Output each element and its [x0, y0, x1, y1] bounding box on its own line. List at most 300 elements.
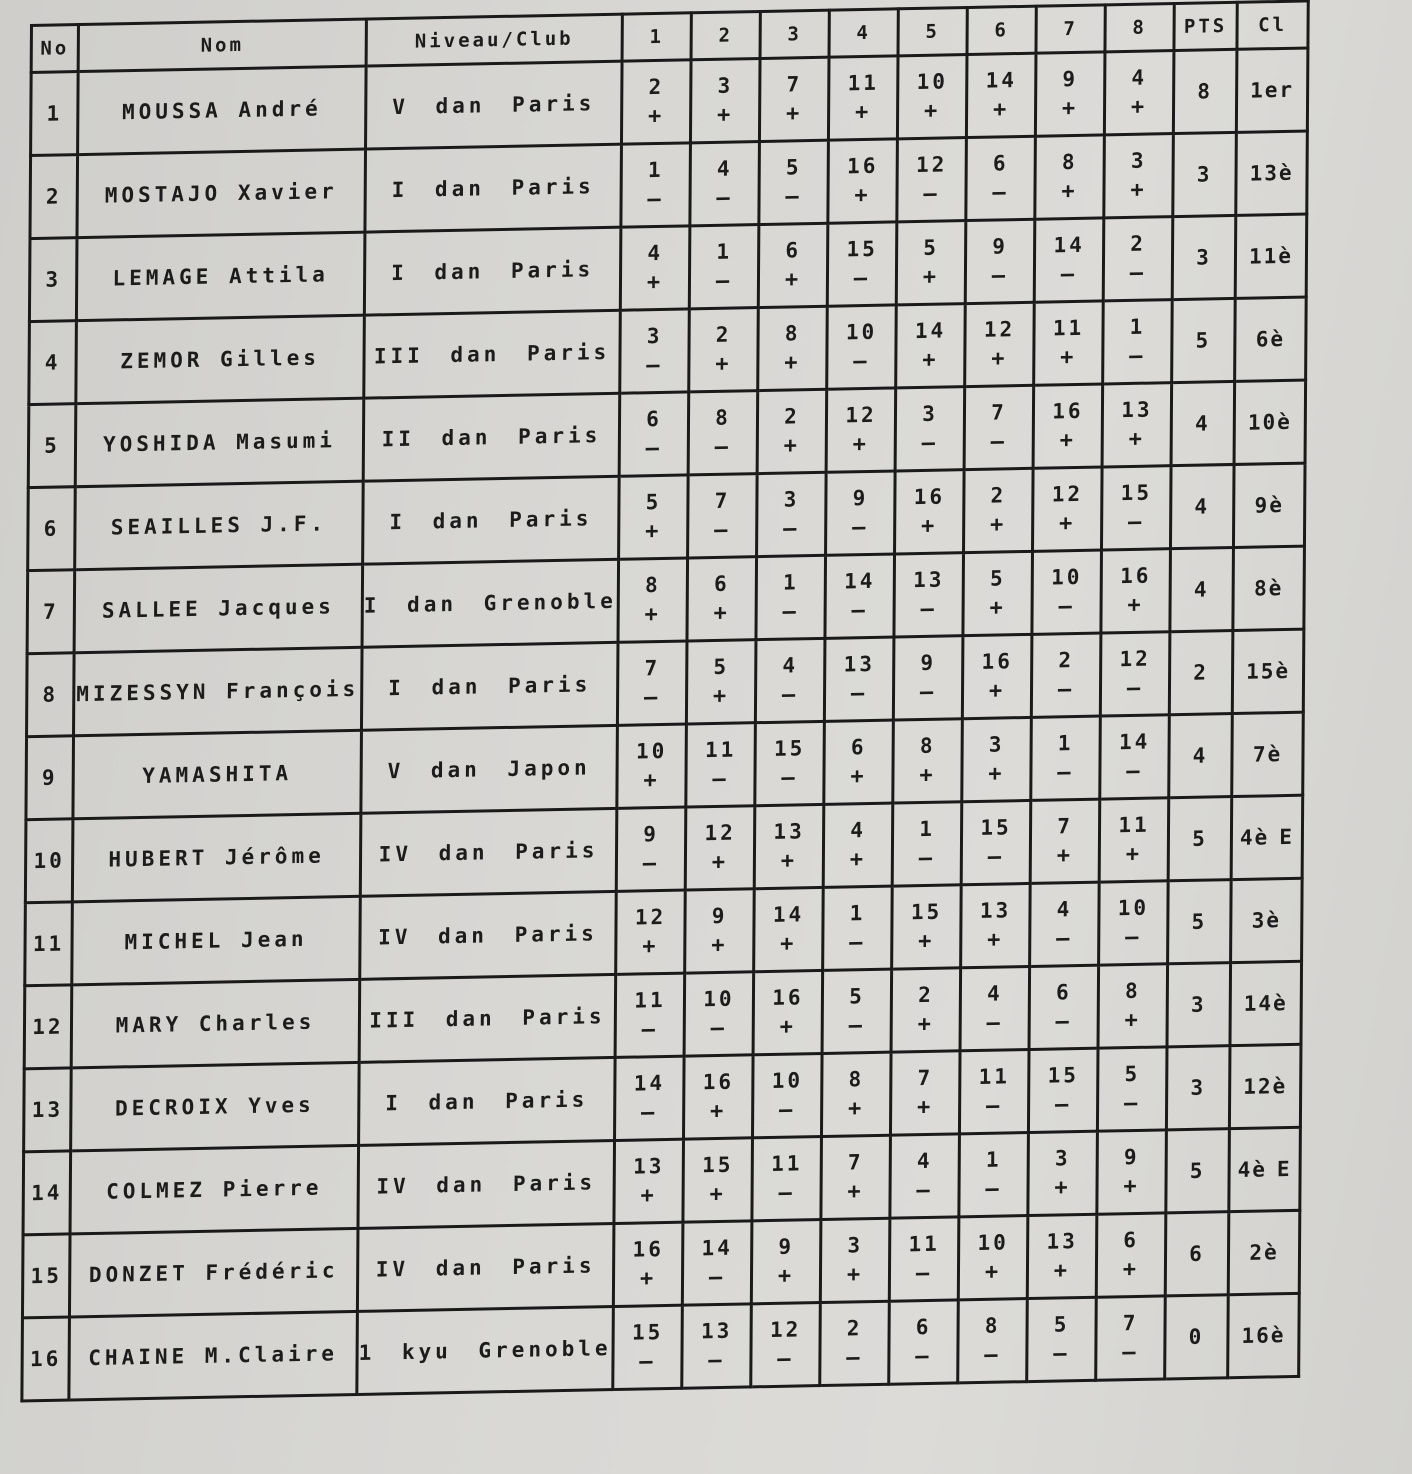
- opponent-number: 7: [847, 1150, 864, 1175]
- game-result: –: [915, 1260, 933, 1287]
- round-result-cell: [891, 968, 961, 1052]
- player-level-club: IV dan Paris: [357, 1224, 614, 1312]
- player-rank-cell: [1234, 380, 1306, 464]
- round-result-cell: [1033, 467, 1103, 551]
- opponent-number: 7: [714, 488, 731, 513]
- opponent-number: 13: [773, 819, 805, 844]
- game-result: +: [643, 768, 660, 794]
- opponent-number: 3: [1130, 148, 1147, 173]
- opponent-number: 6: [1056, 980, 1072, 1005]
- round-result-cell: [619, 475, 689, 559]
- round-result-cell: [1033, 384, 1103, 468]
- opponent-number: 4: [987, 981, 1003, 1006]
- round-result-cell: [689, 225, 759, 309]
- round-result-cell: [1099, 798, 1169, 882]
- player-rank: 6è: [1255, 326, 1286, 352]
- player-number: 8: [27, 653, 75, 737]
- round-result-cell: [689, 308, 759, 392]
- game-result: –: [643, 685, 661, 711]
- player-level-club: I dan Paris: [361, 642, 618, 730]
- game-result: +: [987, 927, 1004, 953]
- opponent-number: 12: [704, 820, 736, 846]
- opponent-number: 12: [845, 402, 877, 428]
- game-result: +: [779, 1014, 796, 1040]
- game-result: –: [708, 1347, 725, 1374]
- player-level-club: III dan Paris: [364, 310, 621, 398]
- game-result: –: [715, 268, 733, 294]
- game-result: +: [716, 102, 734, 128]
- opponent-number: 7: [991, 400, 1007, 425]
- round-result-cell: [827, 222, 897, 306]
- opponent-number: 10: [636, 738, 668, 764]
- player-rank-cell: [1233, 546, 1305, 630]
- game-result: +: [852, 431, 870, 458]
- round-result-cell: [616, 890, 686, 974]
- player-name: YOSHIDA Masumi: [75, 398, 364, 487]
- game-result: +: [919, 762, 936, 789]
- opponent-number: 7: [786, 72, 803, 97]
- opponent-number: 11: [1052, 315, 1085, 341]
- opponent-number: 15: [631, 1320, 664, 1345]
- round-result-cell: [621, 143, 691, 227]
- round-result-cell: [615, 973, 685, 1057]
- player-number: 3: [29, 238, 77, 322]
- tie-marker: E: [1279, 824, 1294, 850]
- round-result-cell: [821, 1135, 891, 1219]
- opponent-number: 8: [919, 733, 936, 759]
- round-result-cell: [962, 717, 1032, 801]
- opponent-number: 1: [716, 239, 733, 264]
- game-result: –: [641, 1017, 659, 1043]
- game-result: +: [846, 1262, 864, 1288]
- game-result: –: [986, 1010, 1003, 1036]
- round-result-cell: [1035, 52, 1105, 136]
- opponent-number: 5: [1053, 1312, 1070, 1337]
- game-result: –: [1122, 1339, 1139, 1366]
- player-points: 4: [1171, 381, 1235, 465]
- game-result: –: [645, 435, 663, 462]
- round-result-cell: [963, 551, 1033, 635]
- round-result-cell: [690, 142, 760, 226]
- opponent-number: 6: [713, 571, 730, 596]
- player-points: 8: [1173, 49, 1237, 133]
- round-result-cell: [889, 1300, 959, 1384]
- round-result-cell: [1027, 1214, 1097, 1298]
- header-round-5: 5: [898, 8, 967, 56]
- round-result-cell: [758, 223, 828, 307]
- player-name: YAMASHITA: [73, 730, 362, 819]
- player-level-club: I dan Paris: [359, 1057, 616, 1145]
- round-result-cell: [894, 553, 964, 637]
- header-round-3: 3: [760, 10, 829, 58]
- opponent-number: 6: [646, 406, 662, 432]
- player-name: COLMEZ Pierre: [70, 1145, 359, 1234]
- player-level-club: I dan Paris: [364, 227, 621, 315]
- opponent-number: 4: [916, 1148, 933, 1174]
- opponent-number: 13: [1046, 1229, 1078, 1254]
- opponent-number: 8: [715, 405, 731, 430]
- player-name: MOUSSA André: [78, 66, 367, 155]
- opponent-number: 4: [716, 156, 733, 181]
- round-result-cell: [751, 1220, 821, 1304]
- game-result: –: [781, 682, 799, 708]
- player-name: ZEMOR Gilles: [76, 315, 365, 404]
- round-result-cell: [897, 138, 967, 222]
- game-result: –: [642, 851, 660, 877]
- player-rank-cell: [1230, 961, 1302, 1045]
- round-result-cell: [682, 1221, 752, 1305]
- opponent-number: 4: [850, 818, 867, 843]
- player-rank: 2è: [1249, 1240, 1279, 1265]
- player-rank-cell: [1228, 1210, 1300, 1294]
- opponent-number: 12: [1119, 646, 1151, 672]
- round-result-cell: [889, 1217, 959, 1301]
- round-result-cell: [825, 554, 895, 638]
- opponent-number: 6: [1123, 1227, 1140, 1253]
- round-result-cell: [1104, 134, 1174, 218]
- game-result: +: [647, 103, 665, 130]
- game-result: +: [922, 347, 939, 373]
- opponent-number: 6: [785, 238, 802, 263]
- game-result: –: [1056, 926, 1073, 952]
- player-level-club: I dan Grenoble: [362, 559, 619, 647]
- player-level-club: IV dan Paris: [360, 891, 617, 979]
- player-rank-cell: [1231, 878, 1303, 962]
- player-level-club: II dan Paris: [363, 393, 620, 481]
- opponent-number: 15: [846, 236, 878, 262]
- player-points: 4: [1170, 464, 1234, 548]
- player-points: 6: [1165, 1212, 1229, 1296]
- opponent-number: 12: [769, 1317, 802, 1343]
- player-rank-cell: [1233, 463, 1305, 547]
- round-result-cell: [1096, 1296, 1166, 1380]
- player-name: LEMAGE Attila: [76, 232, 365, 321]
- game-result: –: [1129, 343, 1146, 369]
- game-result: +: [777, 1263, 795, 1289]
- round-result-cell: [823, 803, 893, 887]
- opponent-number: 1: [782, 570, 799, 595]
- round-result-cell: [758, 306, 828, 390]
- game-result: –: [1053, 1341, 1070, 1367]
- game-result: –: [853, 348, 870, 375]
- game-result: +: [1060, 344, 1077, 371]
- round-result-cell: [751, 1303, 821, 1387]
- opponent-number: 16: [847, 153, 879, 179]
- opponent-number: 9: [852, 485, 869, 511]
- player-level-club: I dan Paris: [365, 144, 622, 232]
- game-result: +: [1061, 95, 1079, 122]
- game-result: +: [640, 1183, 657, 1209]
- player-points: 2: [1169, 631, 1233, 715]
- round-result-cell: [823, 886, 893, 970]
- player-points: 5: [1166, 1129, 1230, 1213]
- game-result: –: [641, 1100, 658, 1126]
- player-number: 10: [25, 819, 73, 903]
- player-level-club: IV dan Paris: [358, 1140, 615, 1228]
- round-result-cell: [1031, 633, 1101, 717]
- opponent-number: 9: [992, 234, 1009, 259]
- round-result-cell: [615, 1056, 685, 1140]
- round-result-cell: [754, 804, 824, 888]
- game-result: –: [987, 844, 1005, 870]
- player-points: 5: [1172, 298, 1236, 382]
- round-result-cell: [688, 474, 758, 558]
- opponent-number: 13: [913, 567, 945, 593]
- opponent-number: 10: [703, 986, 735, 1012]
- opponent-number: 11: [978, 1064, 1011, 1089]
- game-result: +: [1123, 1173, 1140, 1200]
- game-result: –: [783, 516, 800, 542]
- player-points: 3: [1173, 132, 1237, 216]
- round-result-cell: [958, 1216, 1028, 1300]
- opponent-number: 4: [782, 653, 799, 678]
- opponent-number: 10: [771, 1068, 804, 1093]
- opponent-number: 1: [647, 157, 664, 183]
- game-result: –: [848, 1013, 865, 1039]
- opponent-number: 10: [977, 1230, 1009, 1256]
- game-result: +: [922, 264, 940, 290]
- opponent-number: 9: [778, 1234, 795, 1259]
- player-rank-cell: [1232, 629, 1304, 713]
- player-rank: 11è: [1248, 243, 1294, 269]
- player-number: 2: [30, 155, 78, 239]
- game-result: –: [992, 180, 1009, 206]
- game-result: +: [917, 1011, 934, 1038]
- game-result: –: [985, 1176, 1002, 1202]
- round-result-cell: [895, 470, 965, 554]
- round-result-cell: [755, 721, 825, 805]
- game-result: +: [1130, 94, 1148, 120]
- opponent-number: 14: [633, 1070, 666, 1096]
- opponent-number: 16: [1052, 398, 1084, 424]
- game-result: –: [851, 598, 868, 624]
- game-result: +: [1127, 592, 1144, 619]
- round-result-cell: [1097, 1130, 1167, 1214]
- player-rank: 8è: [1253, 576, 1284, 601]
- round-result-cell: [685, 806, 755, 890]
- game-result: +: [711, 932, 728, 959]
- game-result: +: [1061, 178, 1078, 205]
- round-result-cell: [896, 221, 966, 305]
- game-result: +: [780, 931, 797, 957]
- round-result-cell: [617, 641, 687, 725]
- game-result: –: [1060, 261, 1078, 288]
- player-points: 3: [1172, 215, 1236, 299]
- player-number: 1: [31, 72, 79, 156]
- round-result-cell: [1034, 301, 1104, 385]
- player-name: MICHEL Jean: [72, 896, 361, 985]
- round-result-cell: [1096, 1213, 1166, 1297]
- round-result-cell: [959, 1050, 1029, 1134]
- opponent-number: 11: [908, 1231, 940, 1257]
- player-level-club: I dan Paris: [363, 476, 620, 564]
- player-name: DONZET Frédéric: [69, 1228, 358, 1317]
- player-number: 11: [25, 902, 73, 986]
- player-name: SEAILLES J.F.: [75, 481, 364, 570]
- game-result: +: [784, 350, 801, 376]
- round-result-cell: [896, 304, 966, 388]
- round-result-cell: [759, 57, 829, 141]
- opponent-number: 4: [1056, 897, 1073, 922]
- round-result-cell: [684, 1055, 754, 1139]
- opponent-number: 3: [988, 732, 1005, 757]
- game-result: +: [642, 934, 659, 960]
- game-result: +: [709, 1181, 726, 1208]
- game-result: –: [1054, 1092, 1072, 1118]
- player-name: DECROIX Yves: [71, 1062, 360, 1151]
- game-result: –: [1058, 594, 1075, 620]
- game-result: –: [1126, 675, 1144, 702]
- round-result-cell: [686, 640, 756, 724]
- game-result: –: [639, 1349, 656, 1375]
- game-result: +: [1128, 426, 1145, 452]
- opponent-number: 12: [634, 904, 667, 930]
- game-result: +: [709, 1098, 727, 1125]
- round-result-cell: [616, 807, 686, 891]
- game-result: +: [918, 928, 935, 955]
- opponent-number: 8: [1125, 978, 1141, 1004]
- opponent-number: 2: [784, 404, 800, 429]
- opponent-number: 2: [918, 982, 934, 1008]
- opponent-number: 10: [916, 69, 949, 94]
- game-result: –: [923, 181, 940, 207]
- opponent-number: 12: [916, 152, 948, 178]
- round-result-cell: [1035, 135, 1105, 219]
- game-result: –: [849, 930, 866, 956]
- opponent-number: 3: [1054, 1146, 1071, 1171]
- opponent-number: 11: [634, 987, 666, 1013]
- round-result-cell: [962, 634, 1032, 718]
- round-result-cell: [828, 139, 898, 223]
- player-rank-cell: [1235, 214, 1307, 298]
- game-result: +: [783, 433, 801, 459]
- header-round-1: 1: [622, 13, 691, 61]
- player-number: 14: [23, 1151, 71, 1235]
- game-result: –: [714, 434, 732, 460]
- game-result: +: [992, 97, 1010, 123]
- round-result-cell: [617, 724, 687, 808]
- player-rank: 4è: [1239, 825, 1270, 850]
- round-result-cell: [1103, 217, 1173, 301]
- round-result-cell: [827, 305, 897, 389]
- round-result-cell: [1103, 300, 1173, 384]
- player-points: 3: [1166, 1046, 1230, 1130]
- game-result: –: [850, 681, 868, 707]
- opponent-number: 13: [700, 1318, 733, 1344]
- round-result-cell: [893, 719, 963, 803]
- opponent-number: 14: [985, 68, 1018, 93]
- opponent-number: 8: [848, 1067, 865, 1092]
- game-result: +: [1056, 843, 1074, 869]
- opponent-number: 11: [771, 1151, 803, 1176]
- opponent-number: 12: [1051, 481, 1084, 507]
- round-result-cell: [893, 636, 963, 720]
- header-round-2: 2: [691, 11, 760, 59]
- game-result: –: [920, 596, 937, 623]
- round-result-cell: [621, 60, 691, 144]
- game-result: +: [644, 601, 661, 628]
- opponent-number: 3: [646, 323, 663, 349]
- opponent-number: 13: [843, 651, 876, 677]
- opponent-number: 7: [1057, 814, 1073, 839]
- game-result: –: [921, 430, 939, 456]
- round-result-cell: [1099, 881, 1169, 965]
- game-result: –: [852, 514, 869, 541]
- game-result: +: [1124, 1007, 1141, 1034]
- player-level-club: V dan Japon: [361, 725, 618, 813]
- opponent-number: 11: [847, 70, 880, 96]
- player-rank: 16è: [1241, 1323, 1286, 1348]
- game-result: +: [1130, 177, 1147, 203]
- opponent-number: 15: [702, 1152, 734, 1178]
- opponent-number: 2: [990, 483, 1007, 508]
- player-rank: 4è: [1237, 1157, 1268, 1183]
- player-level-club: 1 kyu Grenoble: [357, 1307, 614, 1395]
- round-result-cell: [820, 1218, 890, 1302]
- game-result: +: [1054, 1175, 1071, 1201]
- round-result-cell: [897, 55, 967, 139]
- round-result-cell: [620, 309, 690, 393]
- game-result: –: [1127, 509, 1145, 536]
- round-result-cell: [684, 972, 754, 1056]
- opponent-number: 8: [1061, 149, 1078, 175]
- round-result-cell: [820, 1301, 890, 1385]
- opponent-number: 6: [992, 151, 1009, 176]
- opponent-number: 16: [632, 1237, 664, 1262]
- game-result: –: [984, 1342, 1001, 1368]
- game-result: +: [713, 600, 730, 626]
- game-result: –: [710, 1015, 727, 1042]
- game-result: –: [919, 679, 937, 706]
- round-result-cell: [756, 555, 826, 639]
- game-result: +: [921, 513, 938, 539]
- opponent-number: 10: [1051, 564, 1083, 590]
- results-table-wrapper: [20, 0, 1309, 1402]
- player-rank: 9è: [1254, 493, 1284, 518]
- opponent-number: 1: [1129, 314, 1146, 339]
- game-result: –: [846, 1345, 863, 1371]
- game-result: +: [712, 683, 730, 710]
- game-result: –: [1129, 260, 1147, 286]
- opponent-number: 6: [850, 735, 867, 760]
- round-result-cell: [1098, 964, 1168, 1048]
- game-result: –: [647, 186, 664, 213]
- game-result: +: [711, 849, 729, 876]
- round-result-cell: [821, 1052, 891, 1136]
- game-result: –: [853, 265, 871, 292]
- opponent-number: 7: [917, 1065, 934, 1091]
- player-rank-cell: [1236, 48, 1308, 132]
- game-result: +: [715, 351, 732, 377]
- round-result-cell: [686, 723, 756, 807]
- round-result-cell: [752, 1137, 822, 1221]
- opponent-number: 1: [985, 1147, 1002, 1172]
- round-result-cell: [890, 1051, 960, 1135]
- opponent-number: 9: [920, 650, 937, 676]
- header-no: No: [31, 25, 78, 73]
- round-result-cell: [1100, 632, 1170, 716]
- round-result-cell: [958, 1299, 1028, 1383]
- opponent-number: 14: [844, 568, 876, 594]
- game-result: +: [850, 764, 867, 790]
- game-result: +: [923, 98, 941, 124]
- opponent-number: 16: [913, 484, 946, 510]
- opponent-number: 3: [922, 401, 938, 426]
- opponent-number: 13: [633, 1154, 665, 1179]
- game-result: –: [990, 429, 1007, 455]
- player-points: 5: [1168, 797, 1232, 881]
- game-result: +: [854, 99, 872, 126]
